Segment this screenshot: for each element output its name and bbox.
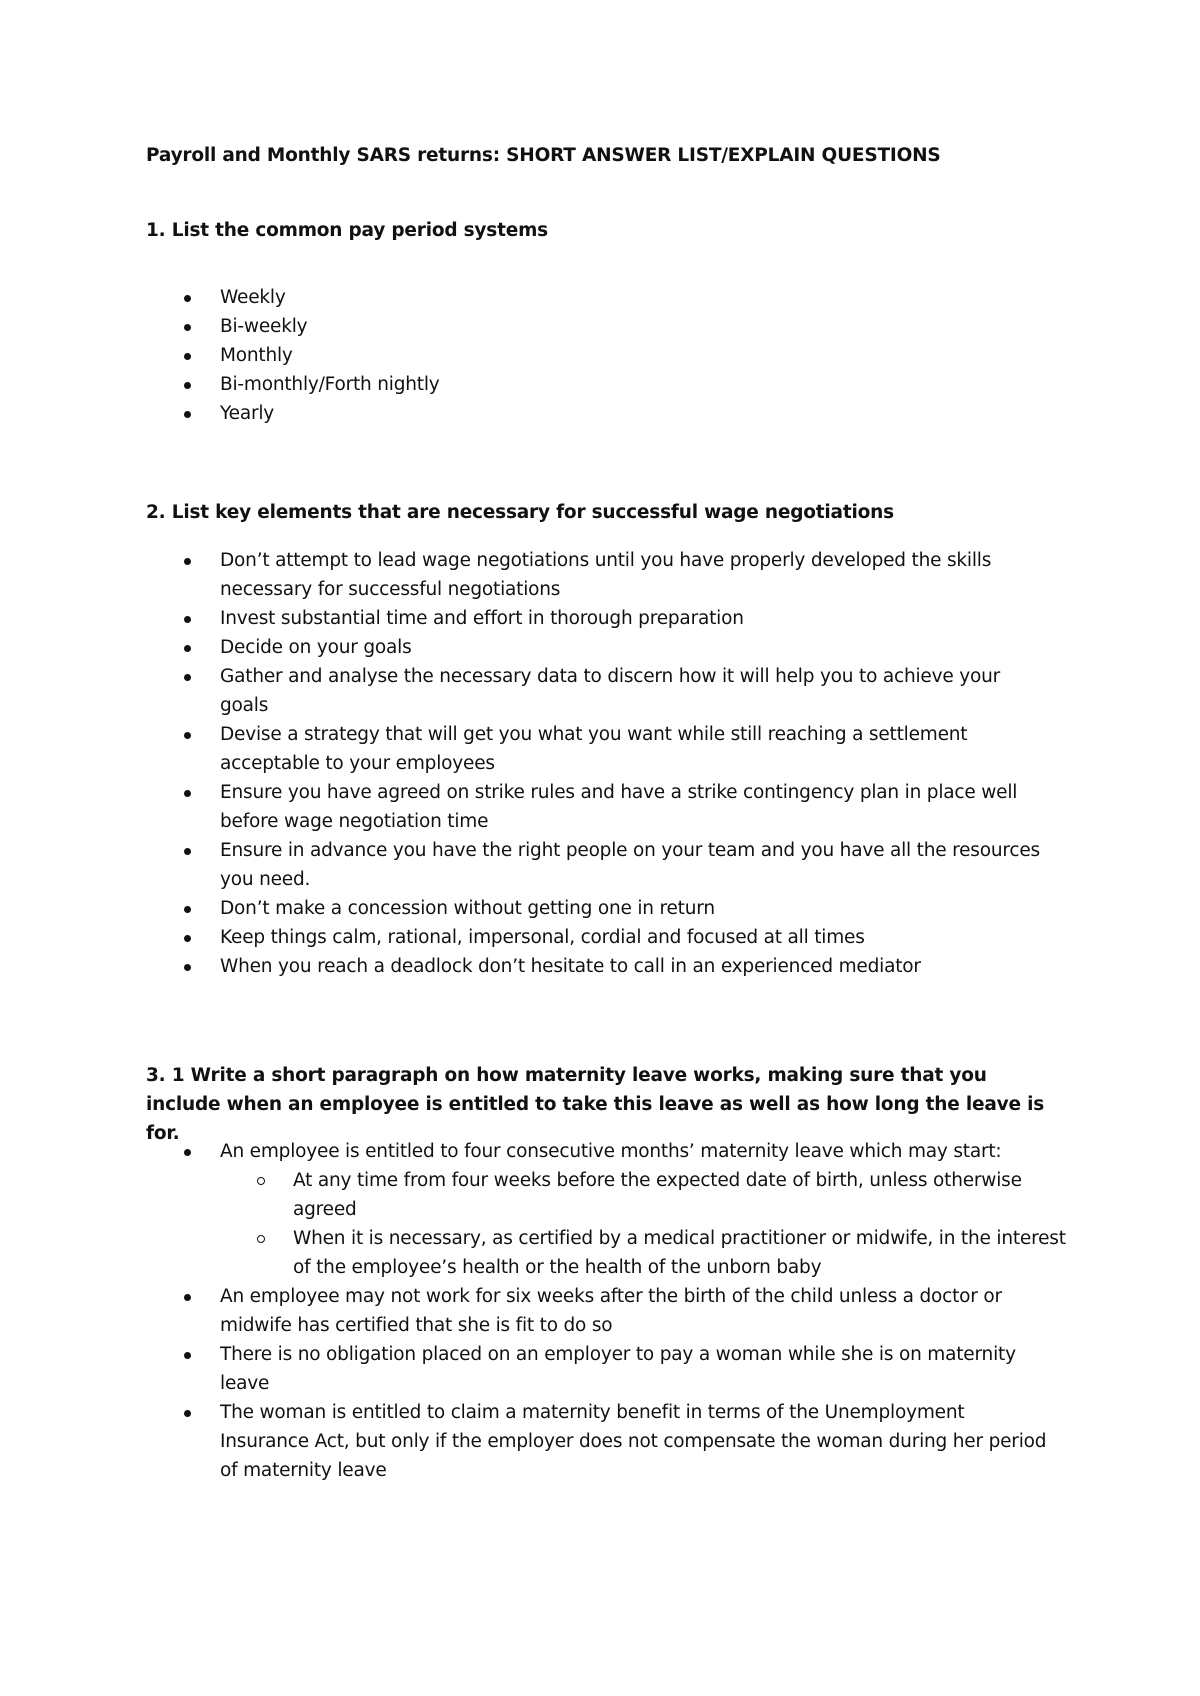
- bullet-icon: [184, 1149, 191, 1156]
- list-item: The woman is entitled to claim a maternity benefit in terms of the Unemployment Insurance Act, but only if the employer does not compensate the woman during her period of maternity leave: [0, 1398, 1050, 1485]
- question-1-list: [0, 283, 1200, 428]
- question-1-heading: 1. List the common pay period systems: [146, 220, 548, 241]
- bullet-icon: [184, 906, 191, 913]
- list-item: When you reach a deadlock don’t hesitate to call in an experienced mediator: [0, 952, 1050, 981]
- list-item: Devise a strategy that will get you what you want while still reaching a settlement acceptable to your employees: [0, 720, 1050, 778]
- list-item: Invest substantial time and effort in thorough preparation: [0, 604, 1050, 633]
- list-item: Keep things calm, rational, impersonal, cordial and focused at all times: [0, 923, 1050, 952]
- hollow-bullet-icon: [257, 1235, 265, 1243]
- list-item: Yearly: [0, 399, 1050, 428]
- bullet-icon: [184, 964, 191, 971]
- list-item: Don’t make a concession without getting one in return: [0, 894, 1050, 923]
- document-title: Payroll and Monthly SARS returns: SHORT ANSWER LIST/EXPLAIN QUESTIONS: [146, 145, 941, 166]
- bullet-icon: [184, 295, 191, 302]
- question-3-list: [0, 1137, 1200, 1485]
- question-3-heading: 3. 1 Write a short paragraph on how maternity leave works, making sure that you include when an employee is entitled to take this leave as well as how long the leave is for.: [146, 1065, 1045, 1144]
- question-3-sublist: [220, 1166, 1066, 1282]
- bullet-icon: [184, 382, 191, 389]
- bullet-icon: [184, 1410, 191, 1417]
- list-item: Gather and analyse the necessary data to discern how it will help you to achieve your goals: [0, 662, 1050, 720]
- bullet-icon: [184, 790, 191, 797]
- sublist-item: When it is necessary, as certified by a medical practitioner or midwife, in the interest of the employee’s health or the health of the unborn baby: [220, 1224, 1073, 1282]
- bullet-icon: [184, 674, 191, 681]
- list-item: Monthly: [0, 341, 1050, 370]
- list-item: An employee is entitled to four consecutive months’ maternity leave which may start: At any time from four weeks before the expected date of birth, unless otherwise agreed When it is necessary, as certified by a medical practitioner or midwife, in the interest of the employee’s health or the health of the unborn baby: [0, 1137, 1050, 1282]
- question-2-list: [0, 546, 1200, 981]
- list-item: An employee may not work for six weeks after the birth of the child unless a doctor or midwife has certified that she is fit to do so: [0, 1282, 1050, 1340]
- list-item: Don’t attempt to lead wage negotiations until you have properly developed the skills necessary for successful negotiations: [0, 546, 1050, 604]
- bullet-icon: [184, 324, 191, 331]
- list-item: Ensure you have agreed on strike rules and have a strike contingency plan in place well before wage negotiation time: [0, 778, 1050, 836]
- list-item: Bi-monthly/Forth nightly: [0, 370, 1050, 399]
- list-item: There is no obligation placed on an employer to pay a woman while she is on maternity leave: [0, 1340, 1050, 1398]
- list-item: Decide on your goals: [0, 633, 1050, 662]
- bullet-icon: [184, 732, 191, 739]
- bullet-icon: [184, 616, 191, 623]
- hollow-bullet-icon: [257, 1177, 265, 1185]
- bullet-icon: [184, 848, 191, 855]
- list-item: Weekly: [0, 283, 1050, 312]
- list-item: Bi-weekly: [0, 312, 1050, 341]
- bullet-icon: [184, 645, 191, 652]
- bullet-icon: [184, 411, 191, 418]
- question-2-heading: 2. List key elements that are necessary for successful wage negotiations: [146, 502, 894, 523]
- bullet-icon: [184, 1352, 191, 1359]
- bullet-icon: [184, 935, 191, 942]
- bullet-icon: [184, 1294, 191, 1301]
- bullet-icon: [184, 353, 191, 360]
- sublist-item: At any time from four weeks before the expected date of birth, unless otherwise agreed: [220, 1166, 1073, 1224]
- bullet-icon: [184, 558, 191, 565]
- list-item: Ensure in advance you have the right people on your team and you have all the resources you need.: [0, 836, 1050, 894]
